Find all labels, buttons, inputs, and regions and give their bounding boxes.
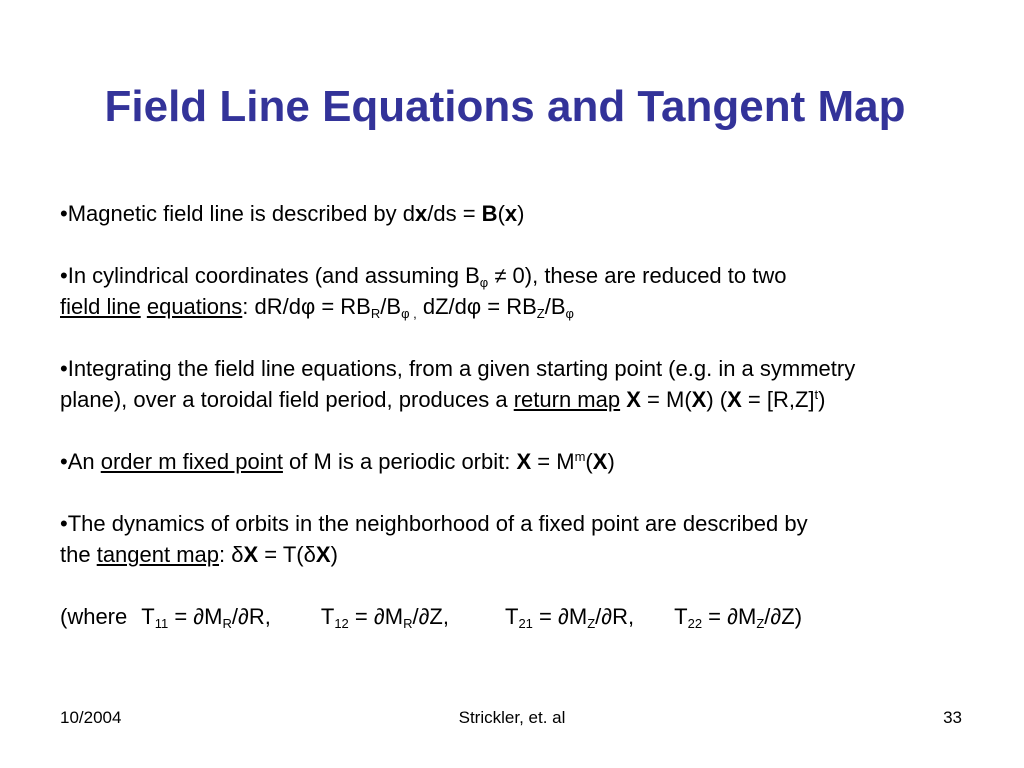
footer-author: Strickler, et. al <box>458 708 566 727</box>
order-m-fixed-point-term: order m fixed point <box>100 449 283 474</box>
return-map-term: return map <box>513 387 621 412</box>
slide-body <box>60 198 1000 663</box>
footer-date: 10/2004 <box>60 708 122 727</box>
bullet-return-map: •Integrating the field line equations, from a given starting point (e.g. in a symmetry plane), over a toroidal field period, produces a return map X = M(X) $(X = [R,Z]^t)$ <box>60 356 856 412</box>
bullet-cylindrical-coordinates: •In cylindrical coordinates (and assuming $B_\varphi \ne 0$), these are reduced to two field line equations: $dR/d\varphi = RB_R/B_{\varphi ,}$ $dZ/d\varphi = RB_Z/B_\varphi$ <box>60 263 787 321</box>
bullet-fixed-point: •An order m fixed point of M is a periodic orbit: $X = M^m(X)$ <box>60 449 615 474</box>
footer-page-number: 33 <box>943 708 962 727</box>
slide-title: Field Line Equations and Tangent Map <box>104 82 906 131</box>
tangent-map-term: tangent map <box>96 542 220 567</box>
bullet-tangent-map: •The dynamics of orbits in the neighborhood of a fixed point are described by the tangent map: δX = T(δX) <box>60 511 808 567</box>
equations-link: equations <box>146 294 243 319</box>
bullet-field-line-description: •Magnetic field line is described by dx/ds = B(x) <box>60 201 525 226</box>
tangent-map-definitions: (where $T_{11} = \partial M_R/\partial R$, $T_{12} = \partial M_R/\partial Z$, $T_{21} = \partial M_Z/\partial R$, $T_{22} = \partial M_Z/\partial Z$) <box>60 604 803 631</box>
field-line-link: field line <box>60 294 141 319</box>
